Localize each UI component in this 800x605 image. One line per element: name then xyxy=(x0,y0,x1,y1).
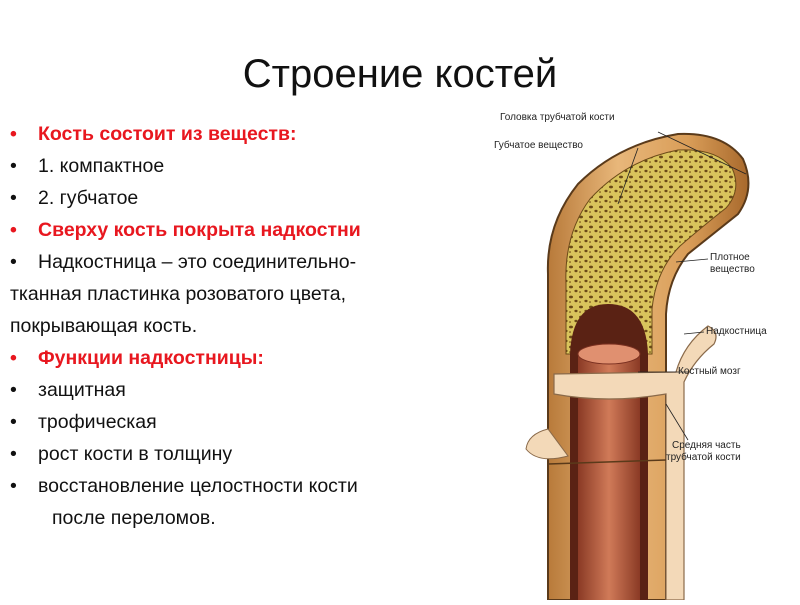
bullet-item: • Надкостница – это соединительно- xyxy=(10,246,490,278)
label-bone-head: Головка трубчатой кости xyxy=(500,112,615,123)
bullet-item: • Сверху кость покрыта надкостни xyxy=(10,214,490,246)
bullet-list xyxy=(10,118,490,534)
bullet-item: • рост кости в толщину xyxy=(10,438,490,470)
bone-illustration xyxy=(488,104,800,600)
label-dense-1: Плотное xyxy=(710,252,750,263)
bullet-item: • Кость состоит из веществ: xyxy=(10,118,490,150)
label-spongy: Губчатое вещество xyxy=(494,140,583,151)
label-periosteum: Надкостница xyxy=(706,326,767,337)
bullet-continuation: тканная пластинка розоватого цвета, xyxy=(10,283,347,305)
bullet-item: • восстановление целостности кости xyxy=(10,470,490,502)
bullet-item: • Функции надкостницы: xyxy=(10,342,490,374)
bone-structure-figure xyxy=(488,104,800,600)
slide-title: Строение костей xyxy=(242,52,558,96)
bullet-item: • 1. компактное xyxy=(10,150,490,182)
label-marrow: Костный мозг xyxy=(678,366,741,377)
label-middle-2: трубчатой кости xyxy=(666,452,741,463)
label-dense-2: вещество xyxy=(710,264,755,275)
label-middle-1: Средняя часть xyxy=(672,440,741,451)
bullet-continuation: после переломов. xyxy=(52,507,216,529)
bullet-item: • 2. губчатое xyxy=(10,182,490,214)
bullet-item: • трофическая xyxy=(10,406,490,438)
bullet-continuation: покрывающая кость. xyxy=(10,315,198,337)
bullet-item: • защитная xyxy=(10,374,490,406)
